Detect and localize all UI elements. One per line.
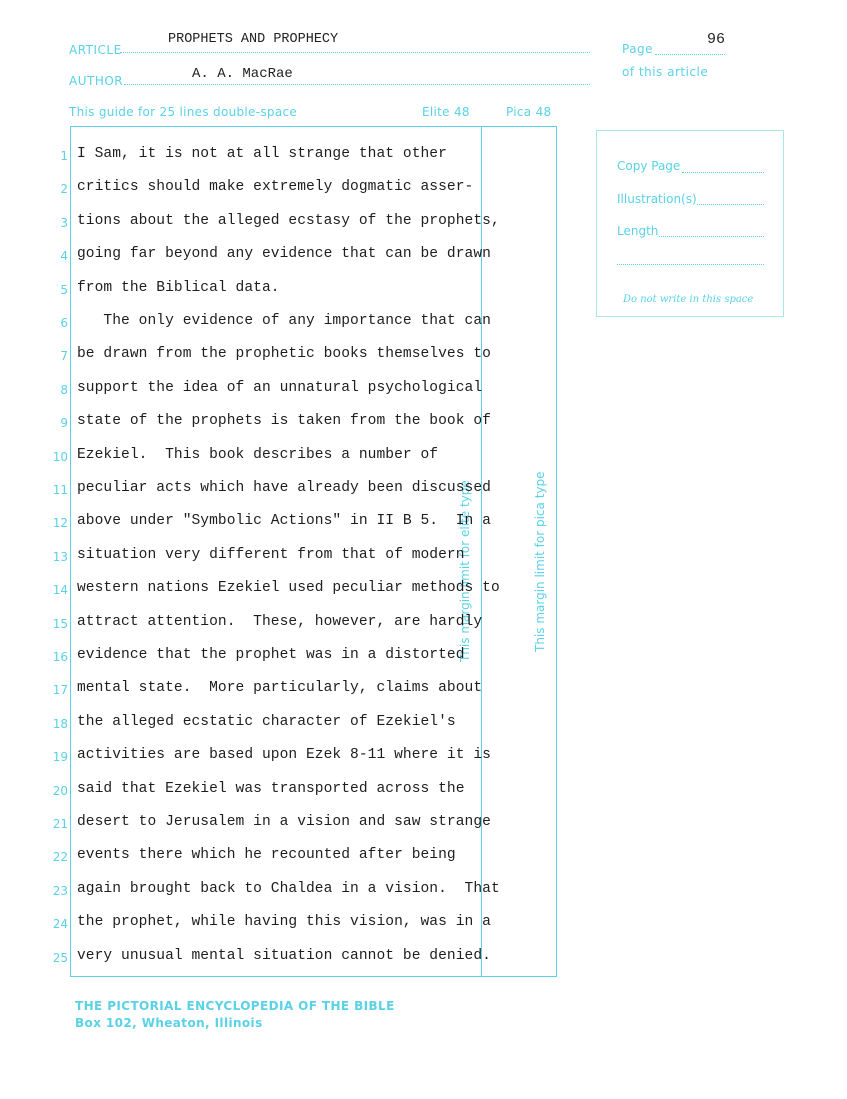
blank-dotline xyxy=(617,264,764,265)
publication-name: THE PICTORIAL ENCYCLOPEDIA OF THE BIBLE xyxy=(75,999,395,1013)
frame-left-line xyxy=(70,126,71,977)
line-number: 4 xyxy=(60,249,68,264)
line-number: 14 xyxy=(52,583,68,598)
illustrations-dotline xyxy=(697,204,764,205)
line-number: 8 xyxy=(60,382,68,397)
copy-page-dotline xyxy=(682,172,764,173)
pica-label: Pica 48 xyxy=(506,105,552,119)
text-line: going far beyond any evidence that can be drawn xyxy=(77,246,491,263)
elite-margin-label: This margin limit for elite type xyxy=(458,480,472,662)
text-line: from the Biblical data. xyxy=(77,279,280,296)
text-line: mental state. More particularly, claims about xyxy=(77,680,483,697)
text-line: events there which he recounted after being xyxy=(77,847,456,864)
elite-label: Elite 48 xyxy=(422,105,470,119)
line-number: 25 xyxy=(52,950,68,965)
publication-address: Box 102, Wheaton, Illinois xyxy=(75,1016,263,1030)
author-name: A. A. MacRae xyxy=(192,66,293,82)
line-number: 12 xyxy=(52,516,68,531)
article-dotline xyxy=(120,52,590,53)
article-title: PROPHETS AND PROPHECY xyxy=(168,32,339,47)
line-number: 23 xyxy=(52,883,68,898)
text-line: situation very different from that of modern xyxy=(77,546,465,563)
line-number: 15 xyxy=(52,616,68,631)
text-line: said that Ezekiel was transported across the xyxy=(77,780,465,797)
line-number: 6 xyxy=(60,316,68,330)
text-line: activities are based upon Ezek 8-11 where it is xyxy=(77,747,491,764)
length-label: Length xyxy=(617,224,659,238)
text-line: state of the prophets is taken from the book of xyxy=(77,413,491,430)
page-label: Page xyxy=(622,42,654,56)
text-line: the prophet, while having this vision, was in a xyxy=(77,914,491,931)
text-line: tions about the alleged ecstasy of the prophets, xyxy=(77,212,500,229)
line-number: 17 xyxy=(52,683,68,698)
text-line: western nations Ezekiel used peculiar methods to xyxy=(77,580,500,597)
line-number: 10 xyxy=(52,449,68,464)
line-number: 3 xyxy=(60,215,68,230)
text-line: I Sam, it is not at all strange that other xyxy=(77,146,447,162)
page-dotline xyxy=(655,54,725,55)
line-number: 5 xyxy=(60,282,68,297)
pica-margin-line xyxy=(556,126,557,977)
line-number: 22 xyxy=(52,850,68,865)
frame-bottom-line xyxy=(70,976,557,977)
line-number: 9 xyxy=(60,416,68,431)
line-number: 24 xyxy=(52,917,68,932)
pica-margin-label: This margin limit for pica type xyxy=(533,471,547,652)
text-line: attract attention. These, however, are hardly xyxy=(77,613,483,630)
line-number: 21 xyxy=(52,817,68,831)
text-line: critics should make extremely dogmatic asser- xyxy=(77,179,474,196)
line-number: 19 xyxy=(52,750,68,765)
line-number: 16 xyxy=(52,650,68,664)
line-number: 7 xyxy=(60,349,68,364)
line-number: 18 xyxy=(52,716,68,731)
text-line: The only evidence of any importance that can xyxy=(77,313,491,329)
text-line: again brought back to Chaldea in a vision. That xyxy=(77,880,500,897)
editorial-box xyxy=(596,130,784,317)
text-line: support the idea of an unnatural psychological xyxy=(77,379,483,396)
line-number: 1 xyxy=(60,149,68,163)
text-line: very unusual mental situation cannot be denied. xyxy=(77,947,491,964)
article-label: ARTICLE xyxy=(69,43,122,57)
illustrations-label: Illustration(s) xyxy=(617,192,697,206)
do-not-write-note: Do not write in this space xyxy=(623,294,754,305)
text-line: desert to Jerusalem in a vision and saw strange xyxy=(77,814,491,830)
line-number: 2 xyxy=(60,182,68,197)
copy-page-label: Copy Page xyxy=(617,159,681,173)
line-number: 20 xyxy=(52,783,68,798)
text-line: the alleged ecstatic character of Ezekiel's xyxy=(77,713,456,730)
author-label: AUTHOR xyxy=(69,74,124,88)
guide-text: This guide for 25 lines double-space xyxy=(69,105,298,119)
text-line: evidence that the prophet was in a distorted xyxy=(77,647,465,663)
text-line: peculiar acts which have already been discussed xyxy=(77,480,491,496)
author-dotline xyxy=(124,84,590,85)
line-number: 11 xyxy=(52,483,68,497)
page-number: 96 xyxy=(707,31,726,48)
text-line: Ezekiel. This book describes a number of xyxy=(77,446,439,463)
line-number: 13 xyxy=(52,549,68,564)
text-line: be drawn from the prophetic books themselves to xyxy=(77,346,491,363)
frame-top-line xyxy=(70,126,557,127)
of-this-article-label: of this article xyxy=(622,65,709,79)
text-line: above under "Symbolic Actions" in II B 5. In a xyxy=(77,513,491,530)
length-dotline xyxy=(659,236,764,237)
